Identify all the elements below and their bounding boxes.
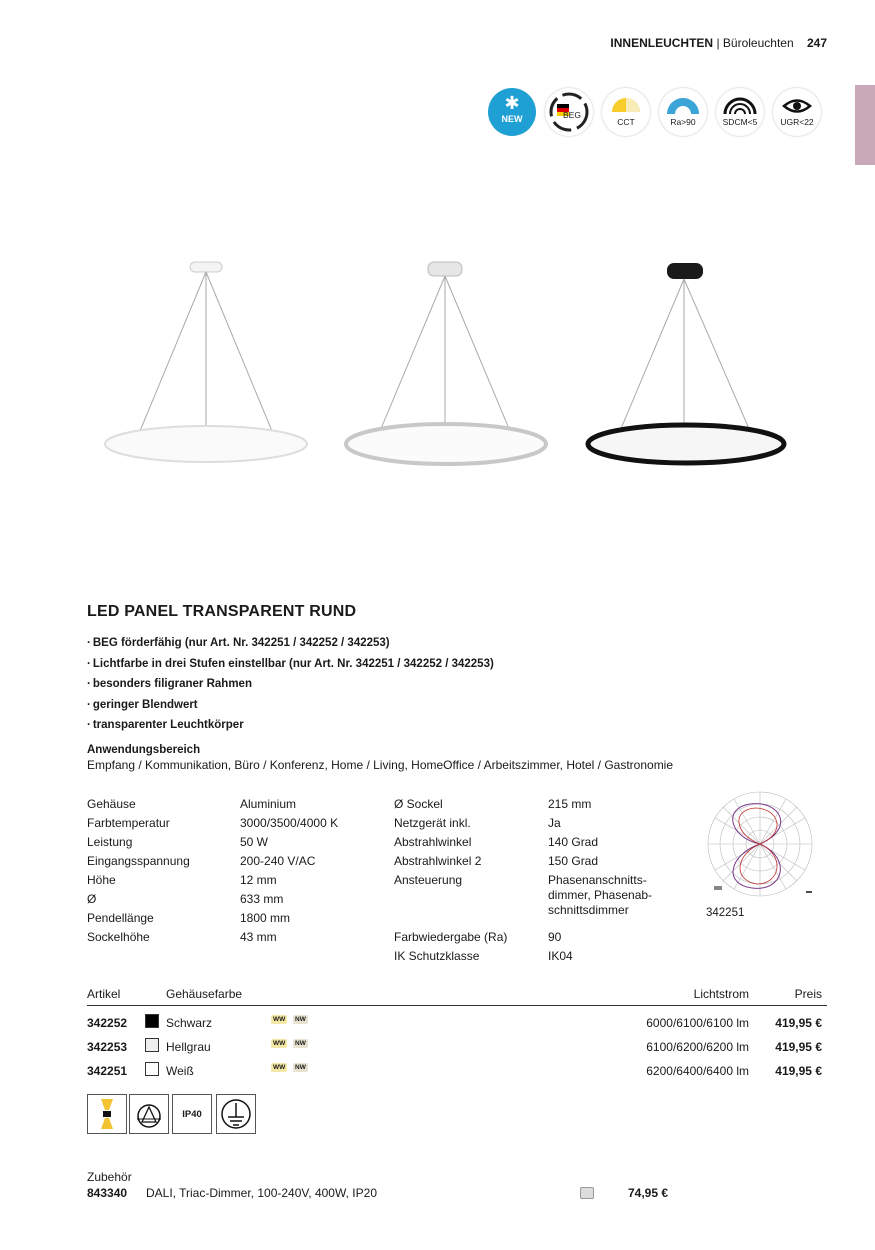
neutral-white-icon: NW	[295, 1064, 306, 1071]
accessory-artikel: 843340	[87, 1186, 128, 1200]
header-lichtstrom: Lichtstrom	[693, 987, 749, 1001]
spec-label: Leistung	[87, 835, 133, 849]
spec-label: Sockelhöhe	[87, 930, 150, 944]
row-artikel: 342251	[87, 1064, 128, 1078]
row-lichtstrom: 6100/6200/6200 lm	[646, 1040, 749, 1054]
spec-value: 12 mm	[240, 873, 277, 887]
accessories-heading: Zubehör	[87, 1170, 132, 1184]
spec-value: 1800 mm	[240, 911, 291, 925]
header-separator: |	[716, 36, 720, 50]
ra-badge: Ra>90	[659, 88, 707, 136]
dimmable-icon	[129, 1094, 169, 1134]
ansteuerung-value: Phasenanschnitts- dimmer, Phasenab- schnittsdimmer	[548, 873, 653, 917]
specs-right-labels	[394, 795, 507, 966]
spec-value: 200-240 V/AC	[240, 854, 316, 868]
spec-label: Gehäuse	[87, 797, 136, 811]
spec-label: Farbtemperatur	[87, 816, 170, 830]
feature-item: · Lichtfarbe in drei Stufen einstellbar (nur Art. Nr. 342251 / 342252 / 342253)	[87, 654, 494, 675]
table-row	[87, 1062, 827, 1086]
neutral-white-icon: NW	[295, 1040, 306, 1047]
accessory-price: 74,95 €	[628, 1186, 669, 1200]
page-number: 247	[806, 36, 827, 50]
chapter-tab	[855, 85, 875, 165]
row-preis: 419,95 €	[775, 1064, 822, 1078]
header-category: INNENLEUCHTEN	[610, 36, 714, 50]
row-lichtstrom: 6000/6100/6100 lm	[646, 1016, 749, 1030]
spec-label: Farbwiedergabe (Ra)	[394, 930, 508, 944]
product-images	[90, 255, 810, 485]
spec-value: IK04	[548, 949, 573, 963]
eye-icon	[773, 88, 821, 136]
specs-left-labels	[87, 795, 190, 947]
warm-white-icon: WW	[273, 1016, 286, 1023]
sdcm-arc-icon	[716, 88, 764, 136]
table-row	[87, 1038, 827, 1062]
spec-value: 215 mm	[548, 797, 592, 811]
ip-rating-icon: IP40	[172, 1094, 212, 1134]
article-table-header	[87, 987, 827, 1006]
spec-label: Pendellänge	[87, 911, 154, 925]
color-swatch	[145, 1038, 159, 1052]
accessory-description: DALI, Triac-Dimmer, 100-240V, 400W, IP20	[146, 1186, 377, 1200]
cct-badge: CCT	[602, 88, 650, 136]
row-artikel: 342253	[87, 1040, 128, 1054]
feature-item: · geringer Blendwert	[87, 695, 494, 716]
warm-white-icon: WW	[273, 1064, 286, 1071]
badge-row	[488, 88, 821, 136]
row-farbe: Weiß	[166, 1064, 194, 1078]
beg-badge: BEG	[545, 88, 593, 136]
spec-label: Höhe	[87, 873, 116, 887]
specs-right-values	[548, 795, 652, 966]
spec-value: Aluminium	[240, 797, 297, 811]
product-title: LED PANEL TRANSPARENT RUND	[87, 603, 357, 620]
spec-value: 50 W	[240, 835, 269, 849]
star-icon	[488, 88, 536, 136]
color-swatch	[145, 1014, 159, 1028]
up-down-light-icon	[87, 1094, 127, 1134]
spec-value: 90	[548, 930, 562, 944]
spec-value: 633 mm	[240, 892, 284, 906]
page-header	[610, 36, 827, 50]
color-rendering-icon	[659, 88, 707, 136]
new-badge: ✱ NEW	[488, 88, 536, 136]
table-row	[87, 1014, 827, 1038]
dimmer-device-icon	[580, 1187, 594, 1199]
header-artikel: Artikel	[87, 987, 121, 1001]
row-preis: 419,95 €	[775, 1040, 822, 1054]
row-lichtstrom: 6200/6400/6400 lm	[646, 1064, 749, 1078]
spec-label: IK Schutzklasse	[394, 949, 480, 963]
spec-label: Abstrahlwinkel	[394, 835, 472, 849]
spec-label: Ø	[87, 892, 97, 906]
accessory-row	[87, 1186, 687, 1202]
polar-diagram-label: 342251	[706, 907, 745, 919]
polar-light-distribution-diagram	[700, 788, 820, 900]
ugr-badge: UGR<22	[773, 88, 821, 136]
row-artikel: 342252	[87, 1016, 128, 1030]
lamp-grey-image	[346, 262, 546, 464]
header-preis: Preis	[794, 987, 822, 1001]
feature-item: · BEG förderfähig (nur Art. Nr. 342251 / 342252 / 342253)	[87, 633, 494, 654]
feature-list	[87, 633, 494, 736]
row-preis: 419,95 €	[775, 1016, 822, 1030]
neutral-white-icon: NW	[295, 1016, 306, 1023]
color-swatch	[145, 1062, 159, 1076]
lamp-black-image	[588, 263, 784, 463]
spec-value: 150 Grad	[548, 854, 599, 868]
lamp-white-image	[105, 262, 307, 462]
header-subcategory: Büroleuchten	[722, 36, 794, 50]
spec-value: 3000/3500/4000 K	[240, 816, 339, 830]
spec-value: Ja	[548, 816, 561, 830]
spec-label: Ø Sockel	[394, 797, 443, 811]
warm-white-icon: WW	[273, 1040, 286, 1047]
application-text: Empfang / Kommunikation, Büro / Konferenz, Home / Living, HomeOffice / Arbeitszimmer, Hotel / Gastronomie	[87, 758, 674, 772]
header-gehaeusefarbe: Gehäusefarbe	[166, 987, 243, 1001]
spec-label: Abstrahlwinkel 2	[394, 854, 482, 868]
spec-label: Netzgerät inkl.	[394, 816, 471, 830]
sdcm-badge: SDCM<5	[716, 88, 764, 136]
specs-left-values	[240, 795, 338, 947]
spec-label: Ansteuerung	[394, 873, 463, 887]
feature-item: · transparenter Leuchtkörper	[87, 715, 494, 736]
protection-class-icon	[216, 1094, 256, 1134]
spec-label: Eingangsspannung	[87, 854, 190, 868]
feature-item: · besonders filigraner Rahmen	[87, 674, 494, 695]
cct-sun-icon	[602, 88, 650, 136]
spec-value: 140 Grad	[548, 835, 599, 849]
svg-text:✱: ✱	[504, 93, 520, 114]
spec-value: 43 mm	[240, 930, 277, 944]
application-heading: Anwendungsbereich	[87, 744, 201, 756]
row-farbe: Hellgrau	[166, 1040, 211, 1054]
row-farbe: Schwarz	[166, 1016, 213, 1030]
